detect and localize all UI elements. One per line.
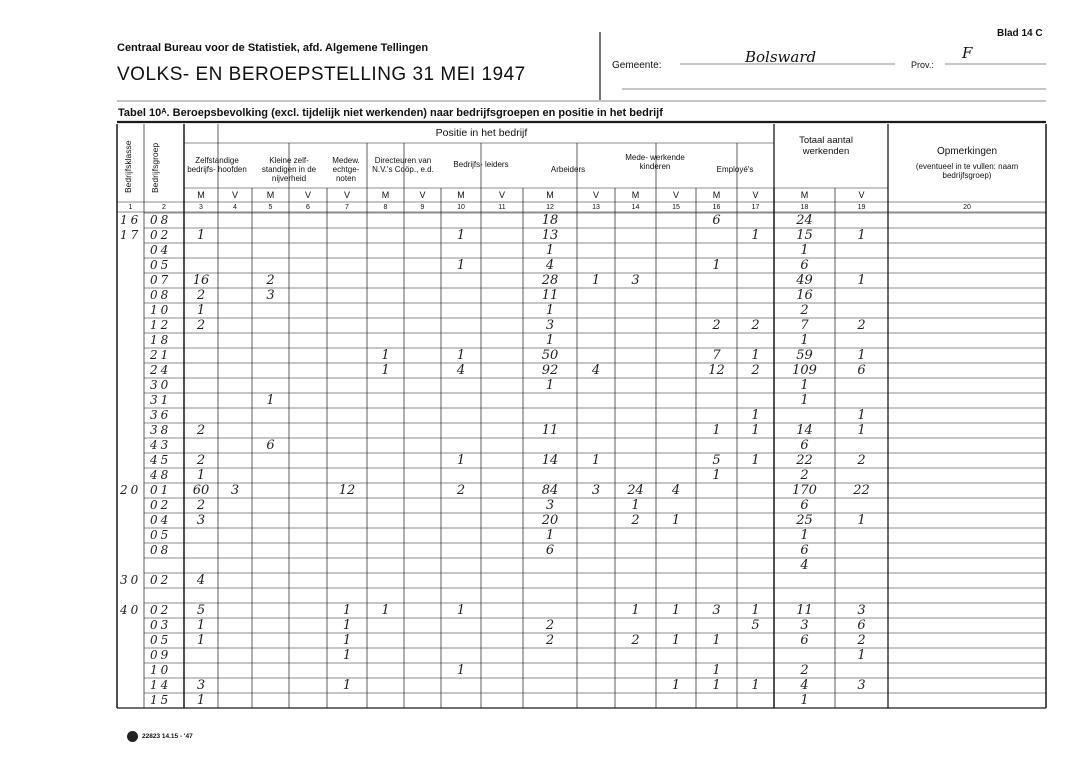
column-number-10: 10 bbox=[457, 204, 465, 211]
bedrijfsklasse-cell: 40 bbox=[120, 603, 142, 617]
count-cell-col-19: 6 bbox=[857, 363, 866, 378]
count-cell-col-8: 1 bbox=[381, 348, 390, 363]
count-cell-col-3: 1 bbox=[196, 633, 206, 648]
count-cell-col-17: 1 bbox=[751, 408, 760, 423]
count-cell-col-8: 1 bbox=[381, 363, 390, 378]
count-cell-col-18: 1 bbox=[800, 393, 809, 408]
sub-label-11: V bbox=[498, 190, 506, 200]
bedrijfsgroep-cell: 21 bbox=[150, 348, 172, 362]
bedrijfsgroep-cell: 08 bbox=[150, 288, 172, 302]
count-cell-col-19: 1 bbox=[857, 648, 866, 663]
count-cell-col-3: 2 bbox=[196, 498, 206, 513]
count-cell-col-16: 1 bbox=[712, 423, 721, 438]
column-number-6: 6 bbox=[306, 204, 310, 211]
header-directeuren: Directeuren van N.V.'s Coöp., e.d. bbox=[372, 156, 434, 174]
bedrijfsgroep-cell: 30 bbox=[150, 378, 172, 392]
count-cell-col-5: 2 bbox=[266, 273, 275, 288]
count-cell-col-18: 6 bbox=[800, 633, 809, 648]
count-cell-col-3: 1 bbox=[196, 618, 206, 633]
column-number-1: 1 bbox=[128, 204, 133, 211]
count-cell-col-18: 15 bbox=[796, 228, 813, 243]
bedrijfsgroep-cell: 05 bbox=[150, 528, 172, 542]
column-number-2: 2 bbox=[162, 204, 166, 211]
count-cell-col-18: 11 bbox=[796, 603, 813, 618]
column-number-12: 12 bbox=[546, 204, 554, 211]
count-cell-col-18: 1 bbox=[800, 693, 809, 708]
count-cell-col-18: 6 bbox=[800, 498, 809, 513]
count-cell-col-10: 1 bbox=[456, 603, 466, 618]
blad-number: Blad 14 C bbox=[997, 28, 1043, 39]
count-cell-col-12: 11 bbox=[541, 423, 559, 438]
bedrijfsgroep-cell: 24 bbox=[150, 363, 172, 377]
count-cell-col-12: 4 bbox=[545, 258, 555, 273]
count-cell-col-18: 170 bbox=[792, 483, 817, 498]
bedrijfsgroep-cell: 38 bbox=[150, 423, 172, 437]
count-cell-col-12: 14 bbox=[541, 453, 559, 468]
count-cell-col-7: 1 bbox=[342, 648, 352, 663]
count-cell-col-12: 6 bbox=[545, 543, 555, 558]
count-cell-col-13: 3 bbox=[591, 483, 601, 498]
count-cell-col-17: 2 bbox=[751, 363, 760, 378]
count-cell-col-17: 1 bbox=[751, 678, 760, 693]
header-kleine: Kleine zelf- standigen in de nijverheid bbox=[261, 156, 317, 183]
sub-label-6: V bbox=[304, 190, 312, 200]
header-opmerkingen-sub: (eventueel in te vullen: naam bedrijfsgroep) bbox=[915, 162, 1019, 180]
count-cell-col-3: 60 bbox=[192, 483, 210, 498]
bedrijfsgroep-cell: 15 bbox=[150, 693, 172, 707]
count-cell-col-18: 16 bbox=[796, 288, 813, 303]
header-opmerkingen: Opmerkingen bbox=[936, 146, 998, 157]
count-cell-col-16: 1 bbox=[712, 633, 721, 648]
count-cell-col-12: 1 bbox=[545, 378, 555, 393]
header-zelfstandige: Zelfstandige bedrijfs- hoofden bbox=[187, 156, 247, 174]
count-cell-col-16: 1 bbox=[712, 258, 721, 273]
bedrijfsgroep-cell: 03 bbox=[150, 618, 172, 632]
count-cell-col-14: 1 bbox=[631, 498, 640, 513]
bedrijfsgroep-cell: 05 bbox=[150, 258, 172, 272]
gemeente-value: Bolsward bbox=[745, 48, 817, 66]
count-cell-col-3: 1 bbox=[196, 693, 206, 708]
count-cell-col-19: 6 bbox=[857, 618, 866, 633]
bedrijfsklasse-cell: 20 bbox=[120, 483, 142, 497]
count-cell-col-19: 2 bbox=[857, 453, 866, 468]
bedrijfsgroep-cell: 02 bbox=[150, 603, 172, 617]
count-cell-col-18: 6 bbox=[800, 438, 809, 453]
count-cell-col-19: 1 bbox=[857, 423, 866, 438]
count-cell-col-12: 3 bbox=[545, 498, 555, 513]
count-cell-col-17: 2 bbox=[751, 318, 760, 333]
count-cell-col-3: 2 bbox=[196, 318, 206, 333]
form-print-code: 22823 14.15 - '47 bbox=[142, 733, 193, 740]
bedrijfsgroep-cell: 14 bbox=[150, 678, 172, 692]
count-cell-col-16: 1 bbox=[712, 678, 721, 693]
sub-label-17: V bbox=[752, 190, 759, 200]
sub-label-10: M bbox=[457, 190, 465, 200]
count-cell-col-16: 6 bbox=[712, 213, 721, 228]
count-cell-col-15: 1 bbox=[671, 603, 681, 618]
sub-label-15: V bbox=[672, 190, 680, 200]
count-cell-col-16: 1 bbox=[712, 468, 721, 483]
sub-label-12: M bbox=[546, 190, 554, 200]
column-number-13: 13 bbox=[592, 204, 600, 211]
column-number-20: 20 bbox=[963, 204, 971, 211]
count-cell-col-10: 1 bbox=[456, 258, 466, 273]
count-cell-col-3: 4 bbox=[196, 573, 206, 588]
count-cell-col-7: 1 bbox=[342, 678, 352, 693]
header-employes: Employé's bbox=[716, 165, 754, 174]
sub-label-13: V bbox=[592, 190, 600, 200]
bedrijfsgroep-cell: 36 bbox=[150, 408, 172, 422]
bedrijfsgroep-cell: 09 bbox=[150, 648, 172, 662]
count-cell-col-10: 2 bbox=[456, 483, 466, 498]
header-positie: Positie in het bedrijf bbox=[435, 127, 528, 139]
count-cell-col-12: 13 bbox=[541, 228, 559, 243]
count-cell-col-18: 3 bbox=[800, 618, 809, 633]
count-cell-col-18: 1 bbox=[800, 378, 809, 393]
count-cell-col-17: 1 bbox=[751, 603, 760, 618]
printer-logo-icon bbox=[127, 731, 138, 742]
count-cell-col-17: 1 bbox=[751, 423, 760, 438]
count-cell-col-3: 3 bbox=[196, 678, 206, 693]
prov-value: F bbox=[962, 44, 973, 62]
count-cell-col-15: 1 bbox=[671, 513, 681, 528]
column-number-14: 14 bbox=[631, 204, 640, 211]
count-cell-col-7: 12 bbox=[338, 483, 356, 498]
count-cell-col-5: 1 bbox=[266, 393, 275, 408]
count-cell-col-17: 1 bbox=[751, 453, 760, 468]
bedrijfsgroep-cell: 04 bbox=[150, 513, 172, 527]
header-medew: Medew. echtge- noten bbox=[332, 156, 360, 183]
count-cell-col-12: 28 bbox=[541, 273, 559, 288]
count-cell-col-7: 1 bbox=[342, 618, 352, 633]
column-number-11: 11 bbox=[498, 204, 506, 211]
sub-label-9: V bbox=[419, 190, 426, 200]
bureau-name: Centraal Bureau voor de Statistiek, afd. Algemene Tellingen bbox=[117, 42, 429, 54]
count-cell-col-12: 50 bbox=[541, 348, 559, 363]
count-cell-col-10: 1 bbox=[456, 228, 466, 243]
count-cell-col-12: 1 bbox=[545, 303, 555, 318]
count-cell-col-3: 2 bbox=[196, 288, 206, 303]
census-title: VOLKS- EN BEROEPSTELLING 31 MEI 1947 bbox=[117, 64, 526, 85]
count-cell-col-17: 1 bbox=[751, 348, 760, 363]
count-cell-col-12: 20 bbox=[541, 513, 559, 528]
count-cell-col-3: 2 bbox=[196, 453, 206, 468]
count-cell-col-10: 4 bbox=[456, 363, 466, 378]
count-cell-col-3: 1 bbox=[196, 468, 206, 483]
bedrijfsklasse-cell: 30 bbox=[120, 573, 142, 587]
count-cell-col-10: 1 bbox=[456, 348, 466, 363]
count-cell-col-18: 6 bbox=[800, 543, 809, 558]
count-cell-col-8: 1 bbox=[381, 603, 390, 618]
bedrijfsgroep-cell: 10 bbox=[150, 303, 172, 317]
bedrijfsgroep-cell: 31 bbox=[150, 393, 172, 407]
count-cell-col-15: 1 bbox=[671, 678, 681, 693]
count-cell-col-18: 22 bbox=[796, 453, 813, 468]
count-cell-col-3: 5 bbox=[196, 603, 206, 618]
column-number-17: 17 bbox=[751, 204, 760, 211]
count-cell-col-13: 4 bbox=[591, 363, 601, 378]
count-cell-col-14: 3 bbox=[631, 273, 640, 288]
count-cell-col-10: 1 bbox=[456, 453, 466, 468]
count-cell-col-18: 25 bbox=[796, 513, 813, 528]
header-totaal: Totaal aantal werkenden bbox=[799, 135, 853, 157]
count-cell-col-17: 5 bbox=[751, 618, 760, 633]
column-number-3: 3 bbox=[199, 204, 203, 211]
count-cell-col-19: 2 bbox=[857, 633, 866, 648]
count-cell-col-14: 1 bbox=[631, 603, 640, 618]
count-cell-col-19: 1 bbox=[857, 513, 866, 528]
sub-label-7: V bbox=[343, 190, 351, 200]
column-number-9: 9 bbox=[420, 204, 425, 211]
count-cell-col-18: 4 bbox=[800, 678, 809, 693]
count-cell-col-18: 2 bbox=[800, 468, 809, 483]
gemeente-label: Gemeente: bbox=[612, 60, 662, 71]
count-cell-col-12: 1 bbox=[545, 243, 555, 258]
count-cell-col-19: 1 bbox=[857, 408, 866, 423]
count-cell-col-5: 6 bbox=[266, 438, 275, 453]
count-cell-col-18: 2 bbox=[800, 303, 809, 318]
header-bedrijfsleiders: Bedrijfs- leiders bbox=[453, 160, 509, 169]
count-cell-col-18: 4 bbox=[800, 558, 809, 573]
table-title: Tabel 10ᴬ. Beroepsbevolking (excl. tijdelijk niet werkenden) naar bedrijfsgroepen en positie in het bedrijf bbox=[118, 107, 663, 119]
sub-label-18: M bbox=[800, 190, 809, 200]
count-cell-col-19: 1 bbox=[857, 228, 866, 243]
bedrijfsgroep-cell: 05 bbox=[150, 633, 172, 647]
count-cell-col-16: 7 bbox=[712, 348, 721, 363]
bedrijfsgroep-cell: 10 bbox=[150, 663, 172, 677]
column-number-5: 5 bbox=[268, 204, 273, 211]
count-cell-col-12: 1 bbox=[545, 528, 555, 543]
count-cell-col-12: 11 bbox=[541, 288, 559, 303]
count-cell-col-19: 3 bbox=[857, 678, 866, 693]
count-cell-col-3: 1 bbox=[196, 228, 206, 243]
count-cell-col-3: 16 bbox=[192, 273, 210, 288]
count-cell-col-4: 3 bbox=[230, 483, 240, 498]
bedrijfsgroep-cell: 18 bbox=[150, 333, 172, 347]
count-cell-col-19: 3 bbox=[857, 603, 866, 618]
count-cell-col-18: 6 bbox=[800, 258, 809, 273]
count-cell-col-16: 12 bbox=[708, 363, 725, 378]
count-cell-col-19: 1 bbox=[857, 273, 866, 288]
count-cell-col-12: 3 bbox=[545, 318, 555, 333]
column-number-7: 7 bbox=[345, 204, 349, 211]
count-cell-col-19: 22 bbox=[853, 483, 870, 498]
count-cell-col-18: 24 bbox=[796, 213, 813, 228]
count-cell-col-18: 14 bbox=[796, 423, 813, 438]
count-cell-col-12: 2 bbox=[545, 618, 555, 633]
header-arbeiders: Arbeiders bbox=[550, 165, 586, 174]
count-cell-col-12: 2 bbox=[545, 633, 555, 648]
header-bedrijfsgroep: Bedrijfsgroep bbox=[150, 142, 160, 193]
count-cell-col-18: 1 bbox=[800, 333, 809, 348]
column-number-8: 8 bbox=[383, 204, 388, 211]
sub-label-19: V bbox=[858, 190, 865, 200]
header-mede: Mede- werkende kinderen bbox=[625, 153, 685, 171]
column-number-15: 15 bbox=[672, 204, 680, 211]
count-cell-col-19: 2 bbox=[857, 318, 866, 333]
bedrijfsgroep-cell: 07 bbox=[150, 273, 172, 287]
sub-label-14: M bbox=[631, 190, 640, 200]
sub-label-4: V bbox=[231, 190, 239, 200]
count-cell-col-14: 2 bbox=[631, 633, 640, 648]
count-cell-col-18: 59 bbox=[796, 348, 813, 363]
bedrijfsgroep-cell: 02 bbox=[150, 573, 172, 587]
sub-label-3: M bbox=[197, 190, 205, 200]
count-cell-col-16: 2 bbox=[712, 318, 721, 333]
count-cell-col-19: 1 bbox=[857, 348, 866, 363]
bedrijfsgroep-cell: 48 bbox=[150, 468, 172, 482]
count-cell-col-15: 1 bbox=[671, 633, 681, 648]
count-cell-col-16: 5 bbox=[712, 453, 721, 468]
count-cell-col-3: 2 bbox=[196, 423, 206, 438]
sub-label-5: M bbox=[266, 190, 275, 200]
count-cell-col-18: 49 bbox=[796, 273, 813, 288]
count-cell-col-17: 1 bbox=[751, 228, 760, 243]
count-cell-col-10: 1 bbox=[456, 663, 466, 678]
count-cell-col-18: 1 bbox=[800, 528, 809, 543]
sub-label-8: M bbox=[381, 190, 390, 200]
count-cell-col-7: 1 bbox=[342, 633, 352, 648]
count-cell-col-7: 1 bbox=[342, 603, 352, 618]
column-number-4: 4 bbox=[233, 204, 237, 211]
bedrijfsgroep-cell: 04 bbox=[150, 243, 172, 257]
column-number-18: 18 bbox=[800, 204, 809, 211]
count-cell-col-14: 24 bbox=[627, 483, 644, 498]
header-bedrijfsklasse: Bedrijfsklasse bbox=[123, 140, 133, 193]
bedrijfsgroep-cell: 08 bbox=[150, 213, 172, 227]
bedrijfsklasse-cell: 17 bbox=[120, 228, 142, 242]
count-cell-col-12: 1 bbox=[545, 333, 555, 348]
count-cell-col-12: 92 bbox=[541, 363, 559, 378]
count-cell-col-18: 109 bbox=[792, 363, 817, 378]
bedrijfsgroep-cell: 45 bbox=[150, 453, 172, 467]
prov-label: Prov.: bbox=[911, 60, 934, 70]
bedrijfsgroep-cell: 08 bbox=[150, 543, 172, 557]
count-cell-col-18: 1 bbox=[800, 243, 809, 258]
count-cell-col-14: 2 bbox=[631, 513, 640, 528]
count-cell-col-16: 3 bbox=[712, 603, 721, 618]
count-cell-col-5: 3 bbox=[266, 288, 275, 303]
count-cell-col-13: 1 bbox=[591, 273, 601, 288]
sub-label-16: M bbox=[712, 190, 721, 200]
bedrijfsgroep-cell: 43 bbox=[150, 438, 172, 452]
count-cell-col-18: 2 bbox=[800, 663, 809, 678]
bedrijfsgroep-cell: 01 bbox=[150, 483, 172, 497]
count-cell-col-3: 1 bbox=[196, 303, 206, 318]
column-number-19: 19 bbox=[857, 204, 866, 211]
count-cell-col-15: 4 bbox=[671, 483, 681, 498]
column-number-16: 16 bbox=[712, 204, 721, 211]
bedrijfsgroep-cell: 12 bbox=[150, 318, 172, 332]
count-cell-col-12: 84 bbox=[541, 483, 559, 498]
count-cell-col-16: 1 bbox=[712, 663, 721, 678]
count-cell-col-12: 18 bbox=[541, 213, 559, 228]
bedrijfsklasse-cell: 16 bbox=[120, 213, 142, 227]
count-cell-col-13: 1 bbox=[591, 453, 601, 468]
bedrijfsgroep-cell: 02 bbox=[150, 498, 172, 512]
bedrijfsgroep-cell: 02 bbox=[150, 228, 172, 242]
count-cell-col-3: 3 bbox=[196, 513, 206, 528]
count-cell-col-18: 7 bbox=[800, 318, 809, 333]
